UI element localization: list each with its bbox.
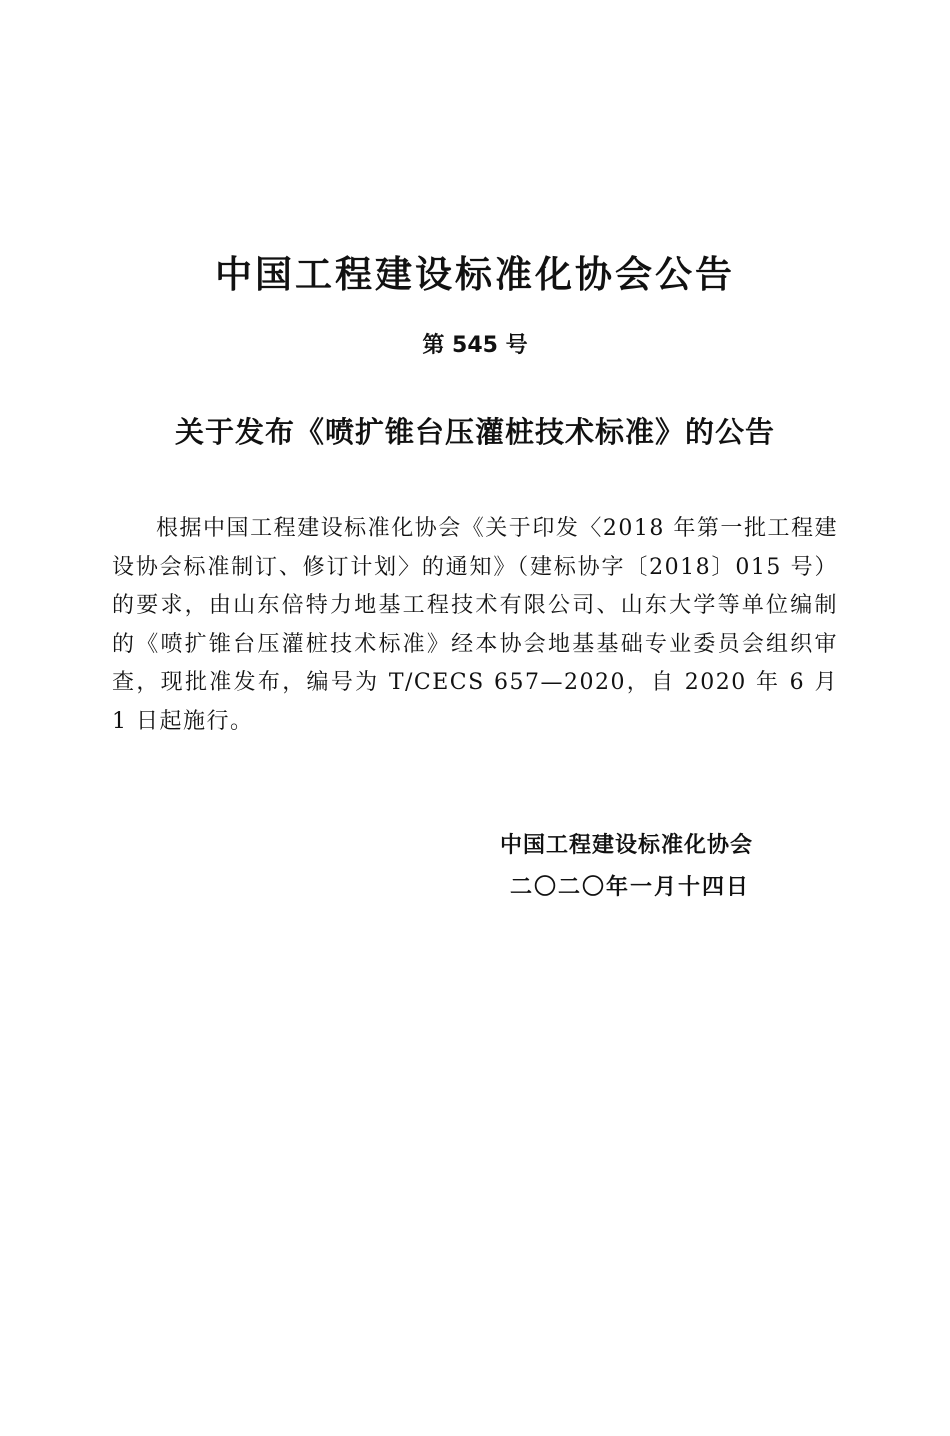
announcement-subject: 关于发布《喷扩锥台压灌桩技术标准》的公告 xyxy=(174,415,775,449)
announcement-body: 根据中国工程建设标准化协会《关于印发〈2018 年第一批工程建设协会标准制订、修订计划〉的通知》（建标协字〔2018〕015 号）的要求，由山东倍特力地基工程技术有限公司、山东大学等单位编制的《喷扩锥台压灌桩技术标准》经本协会地基基础专业委员会组织审查，现批准发布，编号为 T/CECS 657—2020，自 2020 年 6 月 1 日起施行。 xyxy=(112,516,838,734)
announcement-number: 第 545 号 xyxy=(422,333,528,358)
signature-organization: 中国工程建设标准化协会 xyxy=(500,833,754,858)
signature-date: 二〇二〇年一月十四日 xyxy=(510,875,751,900)
org-title: 中国工程建设标准化协会公告 xyxy=(215,253,735,296)
